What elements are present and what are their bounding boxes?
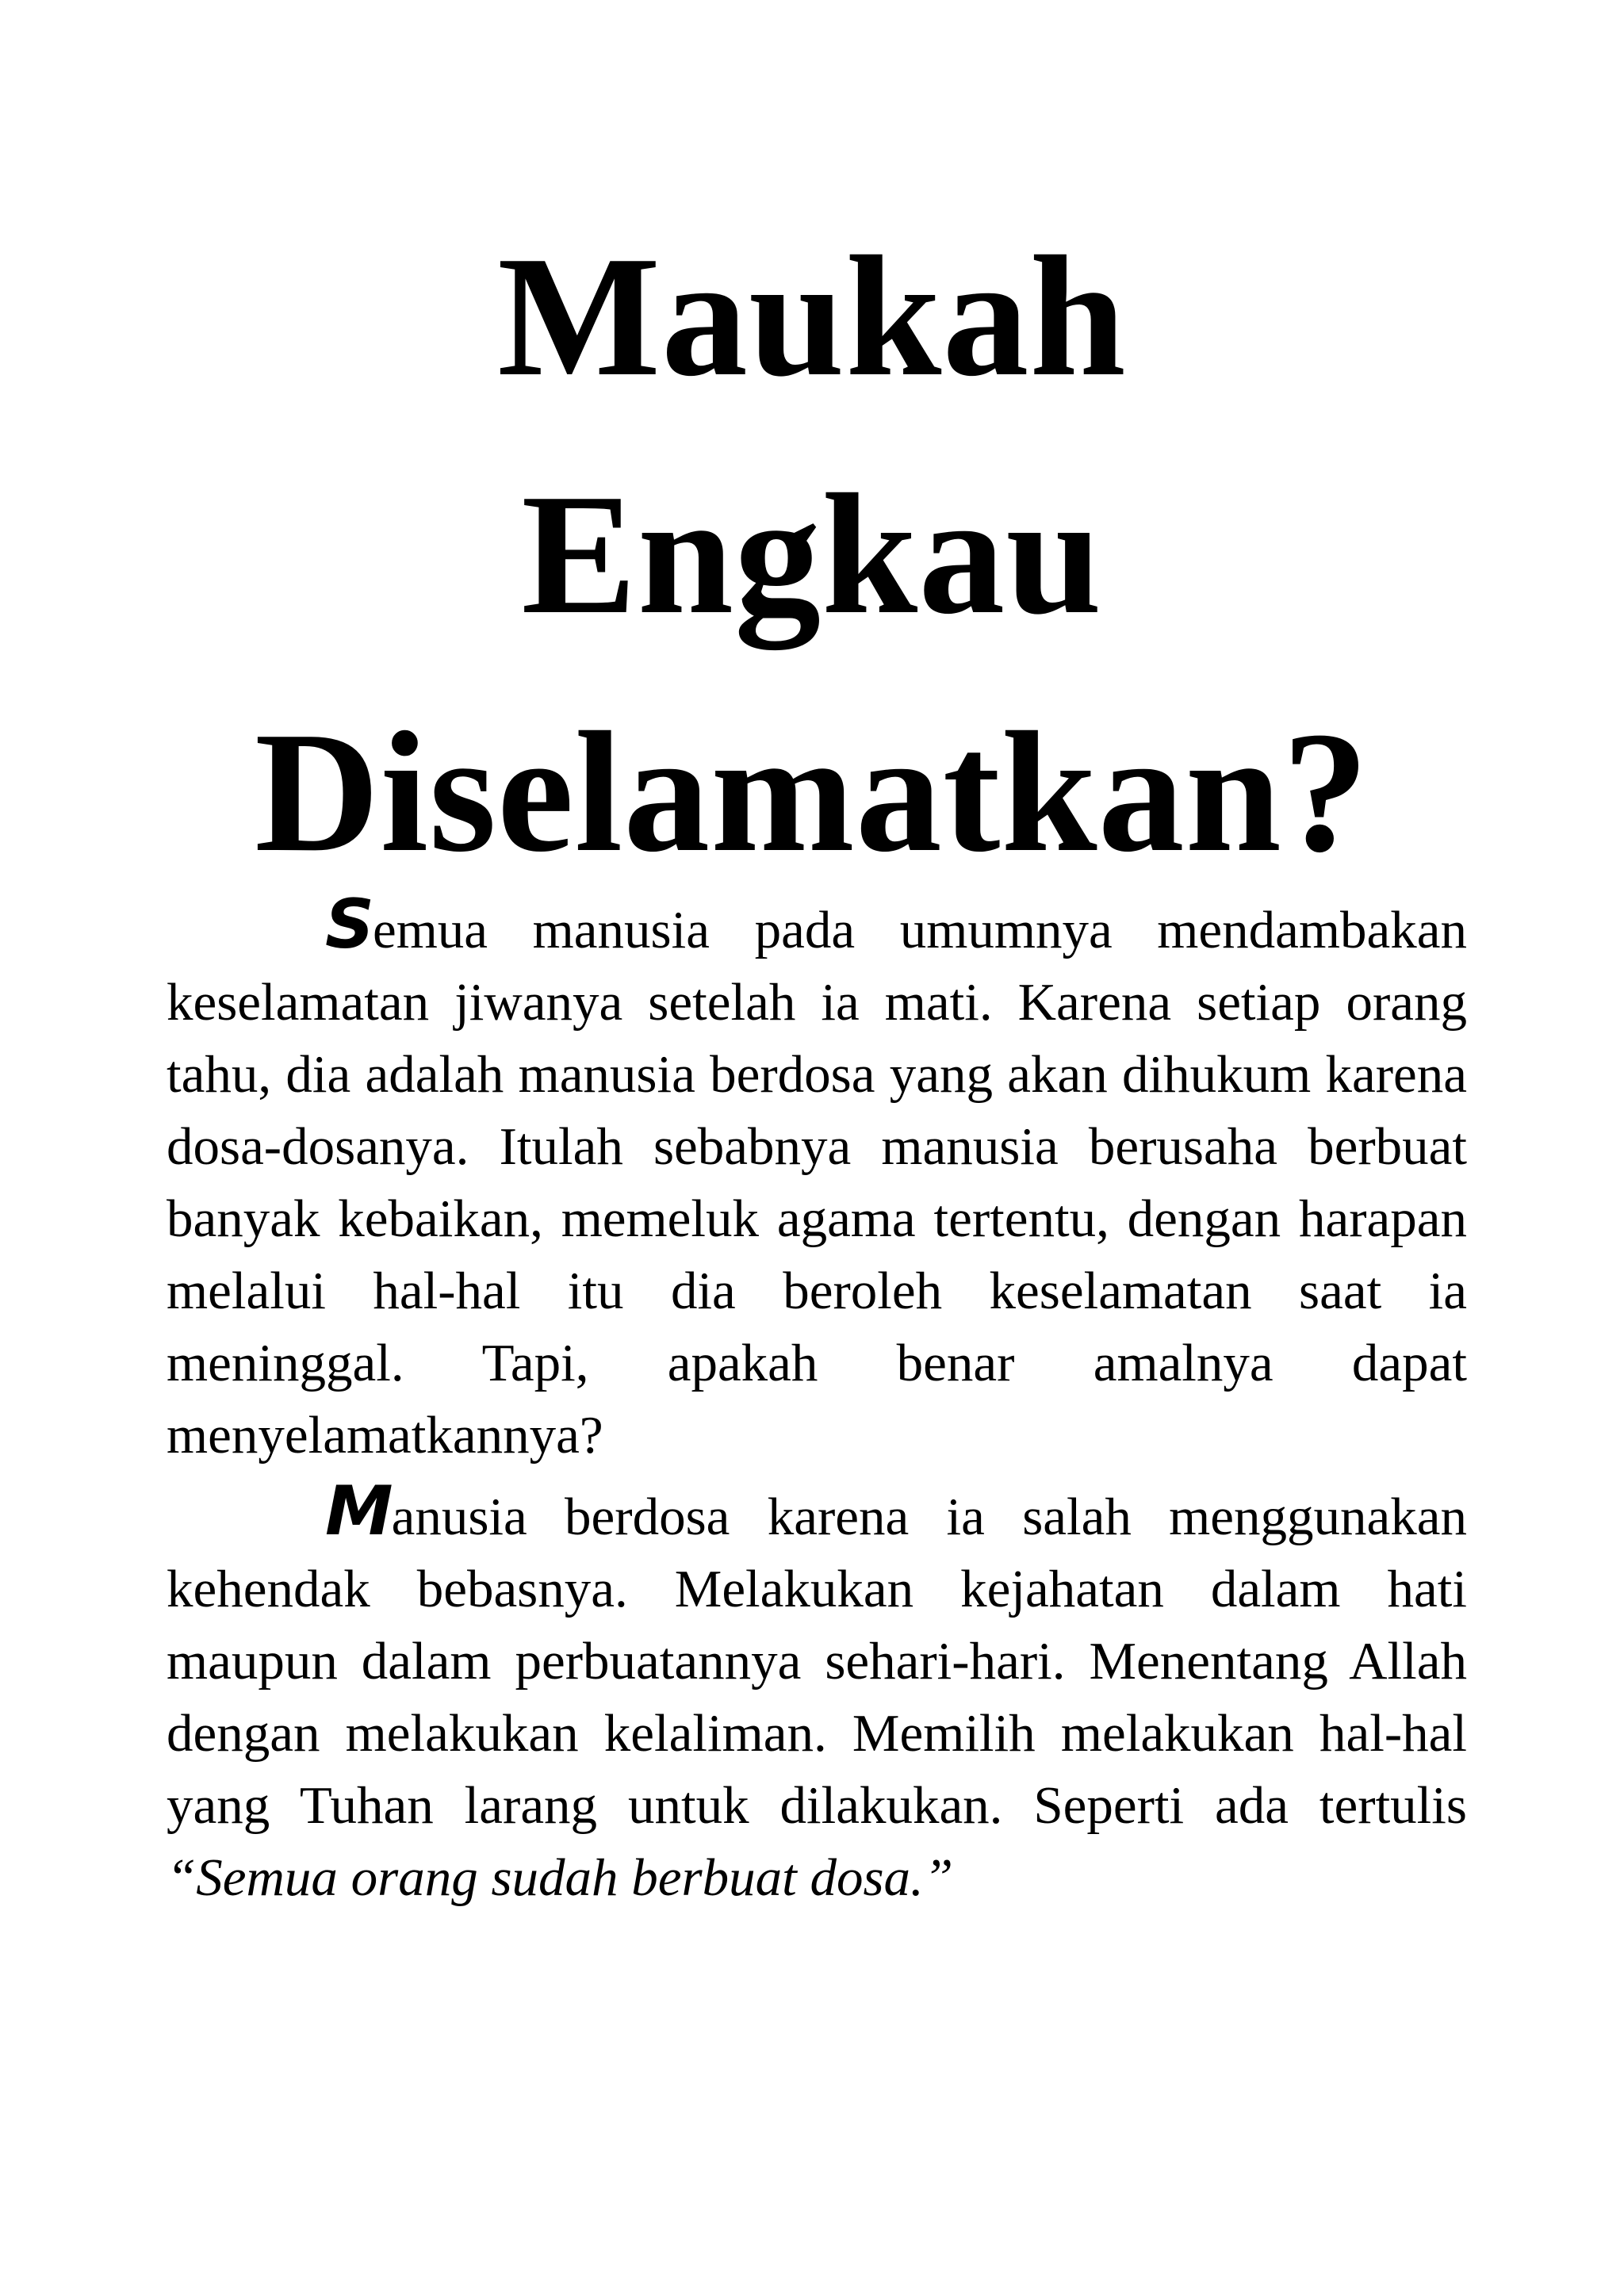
title-line-1: Maukah	[497, 221, 1127, 412]
body-text	[167, 885, 1467, 1924]
paragraph-1-text: emua manusia pada umumnya mendambakan keselamatan jiwanya setelah ia mati. Karena setiap orang tahu, dia adalah manusia berdosa yang akan dihukum karena dosa-dosanya. Itulah sebabnya manusia berusaha berbuat banyak kebaikan, memeluk agama tertentu, dengan harapan melalui hal-hal itu dia beroleh keselamatan saat ia meninggal. Tapi, apakah benar amalnya dapat menyelamatkannya?	[167, 901, 1467, 1465]
paragraph-1	[167, 885, 1467, 1472]
dropcap-s: S	[325, 885, 373, 964]
title-line-3: Diselamatkan?	[255, 697, 1369, 888]
title-line-2: Engkau	[521, 459, 1103, 650]
paragraph-2	[167, 1472, 1467, 1914]
dropcap-m: M	[325, 1472, 392, 1551]
page-title	[0, 198, 1624, 912]
scripture-quote: “Semua orang sudah berbuat dosa.”	[167, 1848, 954, 1907]
paragraph-2-text: anusia berdosa karena ia salah menggunakan kehendak bebasnya. Melakukan kejahatan dalam hati maupun dalam perbuatannya sehari-hari. Menentang Allah dengan melakukan kelaliman. Memilih melakukan hal-hal yang Tuhan larang untuk dilakukan. Seperti ada tertulis	[167, 1488, 1467, 1835]
